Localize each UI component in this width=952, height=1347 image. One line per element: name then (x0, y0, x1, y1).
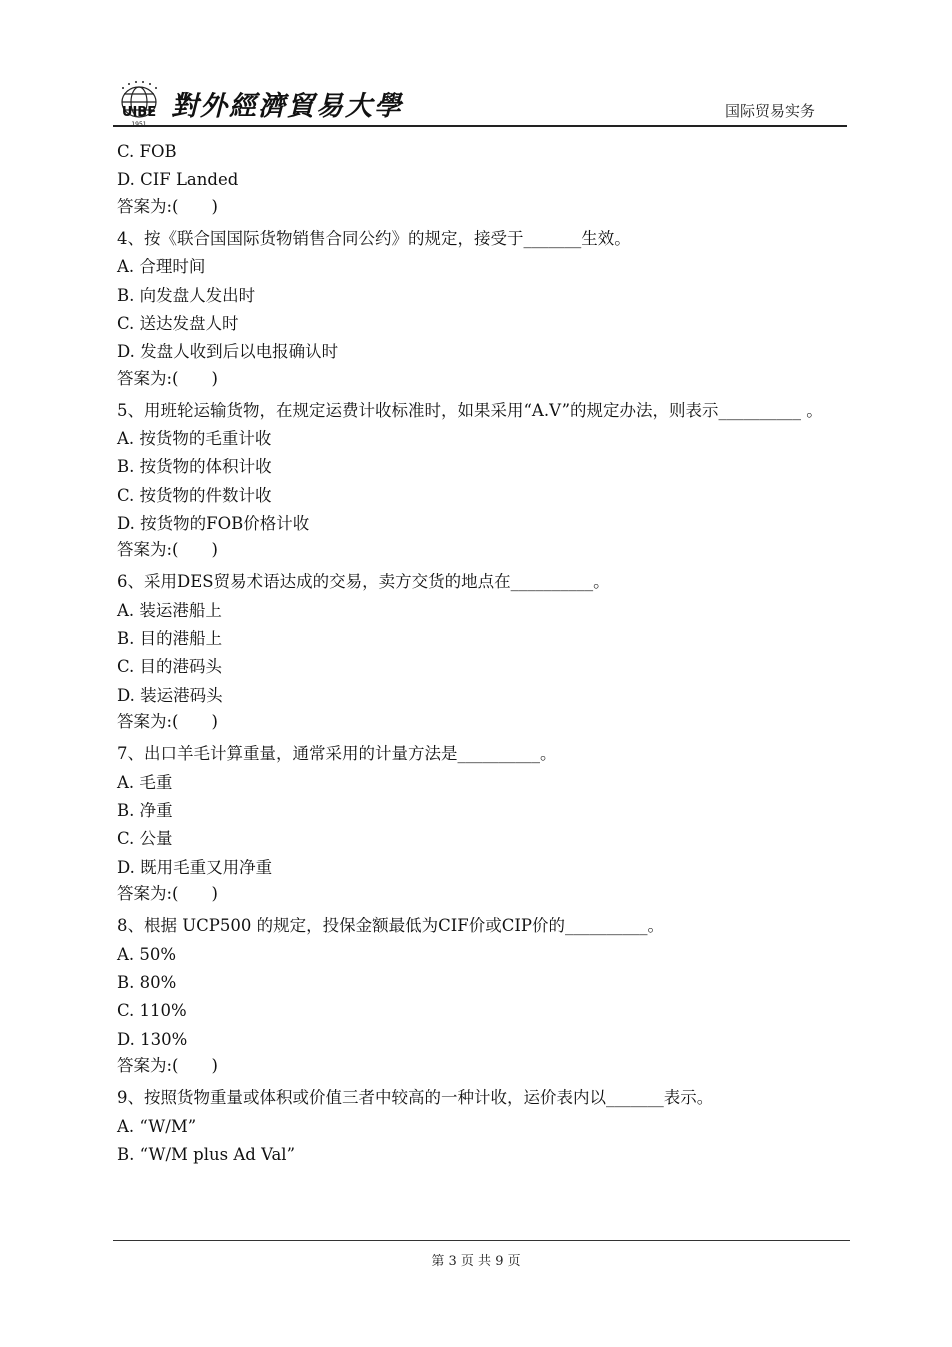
footer-divider (113, 1240, 850, 1241)
question-stem: 7、出口羊毛计算重量，通常采用的计量方法是__________。 (117, 744, 557, 764)
header-divider (113, 125, 847, 127)
page-header (113, 78, 847, 130)
option-line: D. 按货物的FOB价格计收 (117, 513, 310, 533)
option-line: A. 毛重 (117, 772, 173, 792)
option-line: B. 按货物的体积计收 (117, 457, 272, 477)
question-stem: 5、用班轮运输货物，在规定运费计收标准时，如果采用“A.V”的规定办法，则表示__________ 。 (117, 400, 823, 420)
option-line: B. 80% (117, 972, 177, 992)
answer-line: 答案为:( ) (117, 540, 218, 560)
option-line: D. 既用毛重又用净重 (117, 857, 273, 877)
option-line: C. 公量 (117, 829, 173, 849)
option-line: B. “W/M plus Ad Val” (117, 1144, 296, 1164)
question-stem: 9、按照货物重量或体积或价值三者中较高的一种计收，运价表内以_______表示。 (117, 1088, 714, 1108)
option-line: C. FOB (117, 142, 177, 161)
option-line: D. 装运港码头 (117, 685, 223, 705)
university-name: 對外經濟貿易大學 (171, 91, 403, 122)
question-stem: 4、按《联合国国际货物销售合同公约》的规定，接受于_______生效。 (117, 228, 631, 248)
option-line: D. CIF Landed (117, 170, 239, 190)
option-line: C. 目的港码头 (117, 657, 223, 677)
option-line: A. 按货物的毛重计收 (117, 428, 272, 448)
option-line: A. 合理时间 (117, 257, 206, 277)
option-line: C. 按货物的件数计收 (117, 485, 272, 505)
answer-line: 答案为:( ) (117, 196, 218, 216)
option-line: D. 130% (117, 1029, 188, 1049)
answer-line: 答案为:( ) (117, 1056, 218, 1076)
page-number: 第 3 页 共 9 页 (431, 1254, 521, 1269)
option-line: A. 50% (117, 944, 177, 964)
option-line: C. 110% (117, 1001, 187, 1021)
option-line: B. 向发盘人发出时 (117, 285, 256, 305)
option-line: A. 装运港船上 (117, 600, 222, 620)
question-stem: 6、采用DES贸易术语达成的交易，卖方交货的地点在__________。 (117, 572, 610, 592)
question-content (117, 138, 852, 1169)
answer-line: 答案为:( ) (117, 368, 218, 388)
question-stem: 8、根据 UCP500 的规定，投保金额最低为CIF价或CIP价的__________。 (117, 916, 664, 936)
course-title: 国际贸易实务 (724, 102, 815, 120)
answer-line: 答案为:( ) (117, 884, 218, 904)
university-logo (113, 80, 165, 128)
logo-text: UIBE (121, 105, 157, 120)
option-line: D. 发盘人收到后以电报确认时 (117, 342, 339, 362)
answer-line: 答案为:( ) (117, 712, 218, 732)
option-line: B. 目的港船上 (117, 629, 223, 649)
option-line: C. 送达发盘人时 (117, 313, 239, 333)
option-line: B. 净重 (117, 801, 173, 821)
option-line: A. “W/M” (117, 1116, 197, 1136)
